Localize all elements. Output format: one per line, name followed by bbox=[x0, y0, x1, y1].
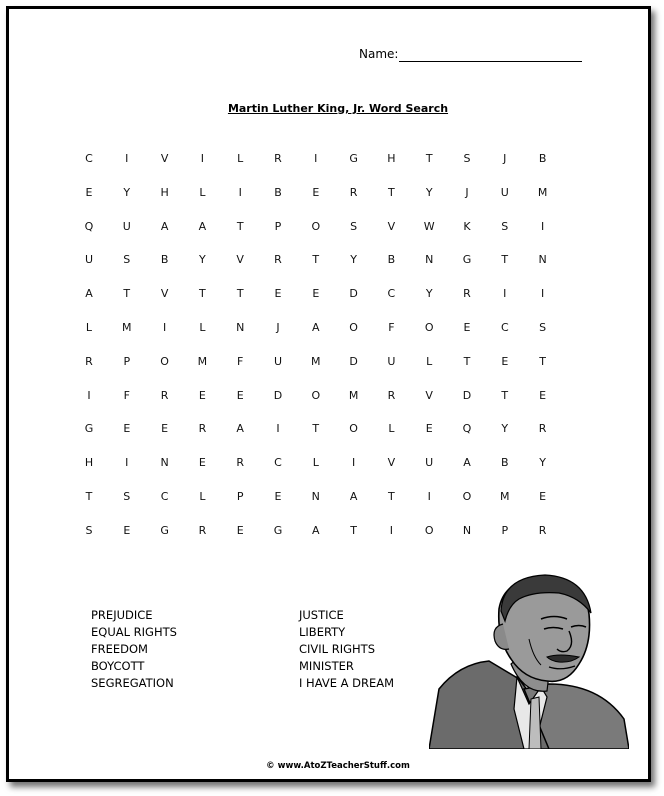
grid-letter: O bbox=[311, 219, 321, 233]
grid-letter: B bbox=[501, 456, 509, 470]
grid-letter: E bbox=[85, 185, 93, 199]
grid-letter: L bbox=[388, 422, 395, 436]
grid-letter: P bbox=[501, 523, 509, 537]
grid-letter: T bbox=[199, 287, 206, 301]
grid-letter: M bbox=[537, 185, 548, 199]
grid-letter: Y bbox=[199, 253, 206, 267]
grid-letter: S bbox=[463, 152, 471, 165]
grid-letter: T bbox=[312, 422, 320, 436]
grid-letter: V bbox=[387, 456, 396, 470]
footer-credit: © www.AtoZTeacherStuff.com bbox=[266, 761, 410, 771]
grid-letter: O bbox=[424, 523, 434, 537]
grid-letter: E bbox=[198, 388, 206, 402]
grid-letter: S bbox=[123, 253, 131, 267]
grid-letter: E bbox=[312, 185, 320, 199]
grid-letter: M bbox=[348, 388, 359, 402]
grid-letter: K bbox=[463, 219, 471, 233]
grid-letter: U bbox=[387, 354, 396, 368]
grid-letter: C bbox=[387, 287, 396, 301]
grid-letter: R bbox=[349, 185, 358, 199]
grid-letter: E bbox=[161, 422, 169, 436]
grid-letter: H bbox=[84, 456, 94, 470]
grid-letter: J bbox=[503, 152, 507, 165]
grid-letter: R bbox=[274, 253, 282, 267]
grid-letter: I bbox=[125, 456, 129, 470]
grid-letter: C bbox=[500, 321, 509, 334]
word-list-item: CIVIL RIGHTS bbox=[299, 642, 376, 656]
grid-letter: D bbox=[273, 388, 283, 402]
grid-letter: T bbox=[85, 490, 93, 503]
grid-letter: O bbox=[311, 388, 321, 402]
grid-letter: I bbox=[503, 287, 507, 301]
grid-letter: F bbox=[123, 388, 130, 402]
grid-letter: G bbox=[462, 253, 472, 267]
grid-letter: E bbox=[274, 287, 282, 301]
name-field bbox=[359, 47, 589, 65]
grid-letter: U bbox=[425, 456, 434, 470]
grid-letter: I bbox=[314, 152, 318, 165]
grid-letter: M bbox=[500, 490, 510, 503]
grid-letter: P bbox=[274, 219, 282, 233]
grid-letter: E bbox=[501, 354, 509, 368]
grid-letter: S bbox=[350, 219, 358, 233]
grid-letter: F bbox=[388, 321, 395, 334]
grid-letter: A bbox=[160, 219, 169, 233]
grid-letter: P bbox=[236, 490, 244, 503]
grid-letter: Q bbox=[462, 422, 472, 436]
grid-letter: R bbox=[198, 523, 207, 537]
grid-letter: U bbox=[122, 219, 131, 233]
grid-letter: O bbox=[160, 354, 169, 368]
grid-letter: G bbox=[84, 422, 94, 436]
name-label: Name: bbox=[359, 47, 399, 61]
word-list-item: I HAVE A DREAM bbox=[299, 676, 395, 690]
word-list bbox=[91, 607, 451, 697]
grid-letter: L bbox=[199, 490, 206, 503]
grid-letter: I bbox=[540, 287, 545, 301]
word-list-item: SEGREGATION bbox=[91, 676, 174, 690]
word-list-item: MINISTER bbox=[299, 659, 354, 673]
grid-letter: B bbox=[387, 253, 396, 267]
grid-letter: R bbox=[236, 456, 245, 470]
grid-letter: C bbox=[85, 152, 93, 165]
grid-letter: D bbox=[462, 388, 472, 402]
grid-letter: T bbox=[123, 287, 131, 301]
grid-letter: T bbox=[425, 152, 433, 165]
letter-grid bbox=[79, 151, 569, 546]
grid-letter: I bbox=[540, 219, 545, 233]
grid-letter: I bbox=[125, 152, 129, 165]
grid-letter: G bbox=[160, 523, 169, 537]
grid-letter: V bbox=[387, 219, 396, 233]
grid-letter: I bbox=[427, 490, 431, 503]
grid-letter: N bbox=[538, 253, 547, 267]
word-list-item: EQUAL RIGHTS bbox=[91, 625, 177, 639]
grid-letter: A bbox=[312, 321, 320, 334]
grid-letter: Y bbox=[425, 287, 433, 301]
grid-letter: N bbox=[160, 456, 169, 470]
grid-letter: U bbox=[84, 253, 94, 267]
grid-letter: U bbox=[273, 354, 283, 368]
grid-letter: A bbox=[463, 456, 471, 470]
grid-letter: T bbox=[350, 523, 357, 537]
grid-letter: C bbox=[160, 490, 169, 503]
grid-letter: J bbox=[465, 185, 469, 199]
grid-letter: G bbox=[349, 152, 358, 165]
grid-letter: T bbox=[463, 354, 471, 368]
grid-letter: R bbox=[538, 523, 547, 537]
grid-letter: V bbox=[425, 388, 433, 402]
grid-letter: E bbox=[274, 490, 282, 503]
grid-letter: I bbox=[162, 321, 167, 334]
grid-letter: H bbox=[387, 152, 396, 165]
grid-letter: P bbox=[123, 354, 131, 368]
grid-letter: R bbox=[463, 287, 471, 301]
grid-letter: L bbox=[199, 185, 206, 199]
word-list-item: PREJUDICE bbox=[91, 608, 153, 622]
grid-letter: E bbox=[236, 388, 244, 402]
grid-letter: W bbox=[423, 219, 435, 233]
grid-letter: N bbox=[462, 523, 472, 537]
grid-letter: I bbox=[87, 388, 91, 402]
grid-letter: T bbox=[236, 219, 244, 233]
grid-letter: F bbox=[237, 354, 244, 368]
grid-letter: A bbox=[198, 219, 207, 233]
grid-letter: R bbox=[274, 152, 282, 165]
grid-letter: L bbox=[237, 152, 244, 165]
grid-letter: I bbox=[276, 422, 280, 436]
grid-letter: H bbox=[160, 185, 169, 199]
grid-letter: B bbox=[538, 152, 547, 165]
word-list-item: FREEDOM bbox=[91, 642, 148, 656]
grid-letter: E bbox=[425, 422, 433, 436]
word-list-item: JUSTICE bbox=[299, 608, 344, 622]
grid-letter: O bbox=[349, 422, 358, 436]
grid-letter: B bbox=[160, 253, 169, 267]
page-title: Martin Luther King, Jr. Word Search bbox=[227, 102, 449, 115]
grid-letter: A bbox=[349, 490, 358, 503]
name-line bbox=[399, 61, 582, 62]
grid-letter: M bbox=[197, 354, 208, 368]
grid-letter: A bbox=[312, 523, 320, 537]
worksheet-sheet bbox=[6, 6, 651, 782]
grid-letter: A bbox=[236, 422, 244, 436]
grid-letter: T bbox=[388, 490, 395, 503]
grid-letter: S bbox=[123, 490, 131, 503]
grid-letter: E bbox=[312, 287, 320, 301]
grid-letter: U bbox=[500, 185, 509, 199]
grid-letter: Q bbox=[84, 219, 94, 233]
grid-letter: M bbox=[122, 321, 132, 334]
grid-letter: N bbox=[236, 321, 245, 334]
grid-letter: E bbox=[198, 456, 206, 470]
grid-letter: N bbox=[425, 253, 434, 267]
grid-letter: Y bbox=[539, 456, 546, 470]
grid-letter: R bbox=[387, 388, 396, 402]
word-list-item: LIBERTY bbox=[299, 625, 346, 639]
grid-letter: V bbox=[160, 152, 169, 165]
grid-letter: R bbox=[85, 354, 93, 368]
grid-letter: G bbox=[273, 523, 283, 537]
grid-letter: I bbox=[238, 185, 242, 199]
grid-letter: L bbox=[199, 321, 206, 334]
grid-letter: T bbox=[501, 388, 509, 402]
grid-letter: D bbox=[349, 287, 358, 301]
grid-letter: Y bbox=[350, 253, 357, 267]
grid-letter: V bbox=[236, 253, 244, 267]
grid-letter: M bbox=[311, 354, 321, 368]
grid-letter: R bbox=[160, 388, 169, 402]
grid-letter: D bbox=[349, 354, 358, 368]
grid-letter: A bbox=[85, 287, 93, 301]
grid-letter: O bbox=[424, 321, 434, 334]
grid-letter: S bbox=[539, 321, 547, 334]
grid-letter: B bbox=[274, 185, 282, 199]
grid-letter: S bbox=[85, 523, 93, 537]
word-list-item: BOYCOTT bbox=[91, 659, 145, 673]
grid-letter: N bbox=[311, 490, 320, 503]
grid-letter: V bbox=[160, 287, 169, 301]
grid-letter: S bbox=[501, 219, 509, 233]
grid-letter: Y bbox=[123, 185, 131, 199]
portrait-illustration bbox=[429, 569, 629, 749]
grid-letter: E bbox=[539, 388, 547, 402]
grid-letter: E bbox=[123, 422, 131, 436]
grid-letter: L bbox=[426, 354, 433, 368]
grid-letter: J bbox=[276, 321, 280, 334]
grid-letter: T bbox=[236, 287, 244, 301]
grid-letter: I bbox=[389, 523, 394, 537]
grid-letter: I bbox=[351, 456, 356, 470]
grid-letter: T bbox=[539, 354, 546, 368]
grid-letter: L bbox=[312, 456, 319, 470]
grid-letter: C bbox=[274, 456, 282, 470]
grid-letter: E bbox=[539, 490, 547, 503]
grid-letter: E bbox=[463, 321, 471, 334]
grid-letter: O bbox=[349, 321, 358, 334]
grid-letter: T bbox=[388, 185, 395, 199]
grid-letter: T bbox=[312, 253, 320, 267]
grid-letter: I bbox=[200, 152, 205, 165]
grid-letter: Y bbox=[425, 185, 433, 199]
grid-letter: L bbox=[85, 321, 93, 334]
tie-shape bbox=[529, 697, 541, 749]
grid-letter: O bbox=[462, 490, 472, 503]
grid-letter: Y bbox=[501, 422, 509, 436]
grid-letter: R bbox=[198, 422, 207, 436]
grid-letter: E bbox=[123, 523, 131, 537]
grid-letter: E bbox=[236, 523, 244, 537]
grid-letter: T bbox=[501, 253, 509, 267]
grid-letter: R bbox=[538, 422, 547, 436]
